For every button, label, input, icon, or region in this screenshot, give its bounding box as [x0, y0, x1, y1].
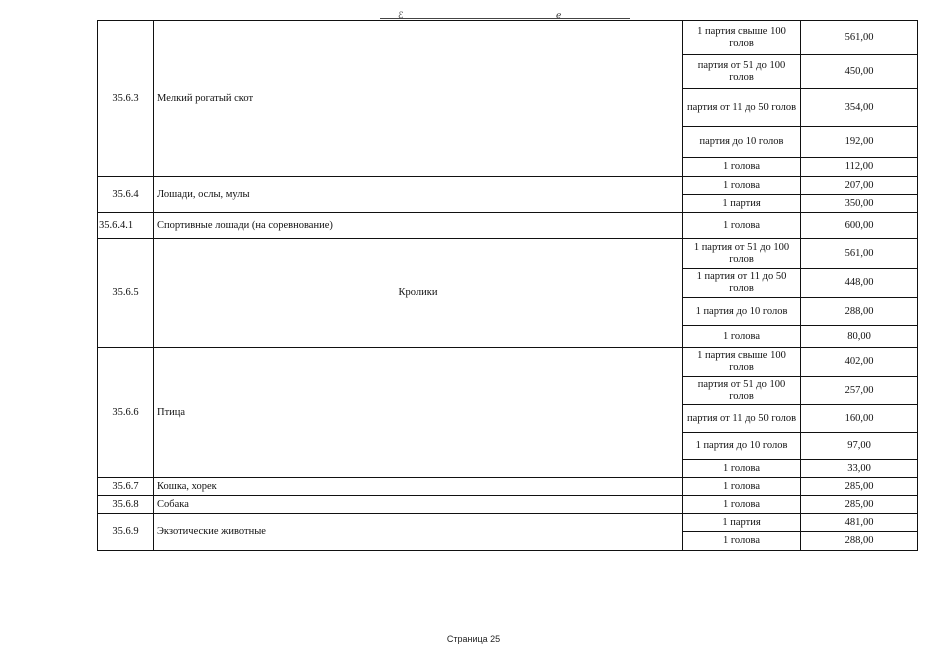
unit-cell: 1 партия свыше 100 голов [683, 348, 801, 377]
table-row [98, 496, 918, 514]
item-name: Кошка, хорек [154, 478, 683, 496]
unit-cell: партия от 11 до 50 голов [683, 89, 801, 127]
price-cell: 257,00 [801, 377, 918, 405]
unit-cell: 1 голова [683, 158, 801, 177]
scan-artifact-line [380, 18, 630, 19]
unit-cell: 1 голова [683, 326, 801, 348]
table-row [98, 177, 918, 195]
unit-cell: 1 голова [683, 177, 801, 195]
table-row [98, 21, 918, 55]
unit-cell: 1 партия до 10 голов [683, 298, 801, 326]
item-code: 35.6.6 [98, 348, 154, 478]
item-name: Птица [154, 348, 683, 478]
price-cell: 80,00 [801, 326, 918, 348]
item-code: 35.6.4.1 [98, 213, 154, 239]
unit-cell: партия от 51 до 100 голов [683, 377, 801, 405]
price-cell: 481,00 [801, 514, 918, 532]
price-cell: 561,00 [801, 21, 918, 55]
page-footer: Страница 25 [446, 634, 501, 644]
unit-cell: 1 голова [683, 478, 801, 496]
price-cell: 207,00 [801, 177, 918, 195]
unit-cell: 1 голова [683, 460, 801, 478]
unit-cell: партия от 51 до 100 голов [683, 55, 801, 89]
unit-cell: 1 партия [683, 514, 801, 532]
unit-cell: партия до 10 голов [683, 127, 801, 158]
item-name: Спортивные лошади (на соревнование) [154, 213, 683, 239]
price-cell: 402,00 [801, 348, 918, 377]
unit-cell: 1 голова [683, 496, 801, 514]
item-code: 35.6.3 [98, 21, 154, 177]
table-row [98, 478, 918, 496]
item-code: 35.6.7 [98, 478, 154, 496]
unit-cell: 1 партия свыше 100 голов [683, 21, 801, 55]
item-name: Кролики [154, 239, 683, 348]
scan-artifact-mark: ℰ [398, 10, 404, 20]
unit-cell: партия от 11 до 50 голов [683, 405, 801, 433]
item-code: 35.6.9 [98, 514, 154, 551]
price-cell: 112,00 [801, 158, 918, 177]
item-name: Мелкий рогатый скот [154, 21, 683, 177]
price-cell: 97,00 [801, 433, 918, 460]
unit-cell: 1 партия до 10 голов [683, 433, 801, 460]
item-name: Экзотические животные [154, 514, 683, 551]
unit-cell: 1 партия от 51 до 100 голов [683, 239, 801, 269]
table-row [98, 348, 918, 377]
scan-artifact-mark: ℯ [556, 10, 562, 20]
unit-cell: 1 голова [683, 213, 801, 239]
table-row [98, 213, 918, 239]
item-code: 35.6.8 [98, 496, 154, 514]
unit-cell: 1 голова [683, 532, 801, 551]
item-name: Лошади, ослы, мулы [154, 177, 683, 213]
price-cell: 600,00 [801, 213, 918, 239]
price-cell: 448,00 [801, 269, 918, 298]
item-code: 35.6.4 [98, 177, 154, 213]
table-row [98, 239, 918, 269]
item-code: 35.6.5 [98, 239, 154, 348]
price-cell: 192,00 [801, 127, 918, 158]
table-row [98, 514, 918, 532]
item-name: Собака [154, 496, 683, 514]
price-cell: 350,00 [801, 195, 918, 213]
price-cell: 33,00 [801, 460, 918, 478]
unit-cell: 1 партия от 11 до 50 голов [683, 269, 801, 298]
price-cell: 285,00 [801, 478, 918, 496]
price-cell: 561,00 [801, 239, 918, 269]
price-cell: 354,00 [801, 89, 918, 127]
price-table [97, 20, 918, 551]
price-cell: 160,00 [801, 405, 918, 433]
price-cell: 288,00 [801, 532, 918, 551]
price-cell: 285,00 [801, 496, 918, 514]
price-cell: 288,00 [801, 298, 918, 326]
unit-cell: 1 партия [683, 195, 801, 213]
price-cell: 450,00 [801, 55, 918, 89]
